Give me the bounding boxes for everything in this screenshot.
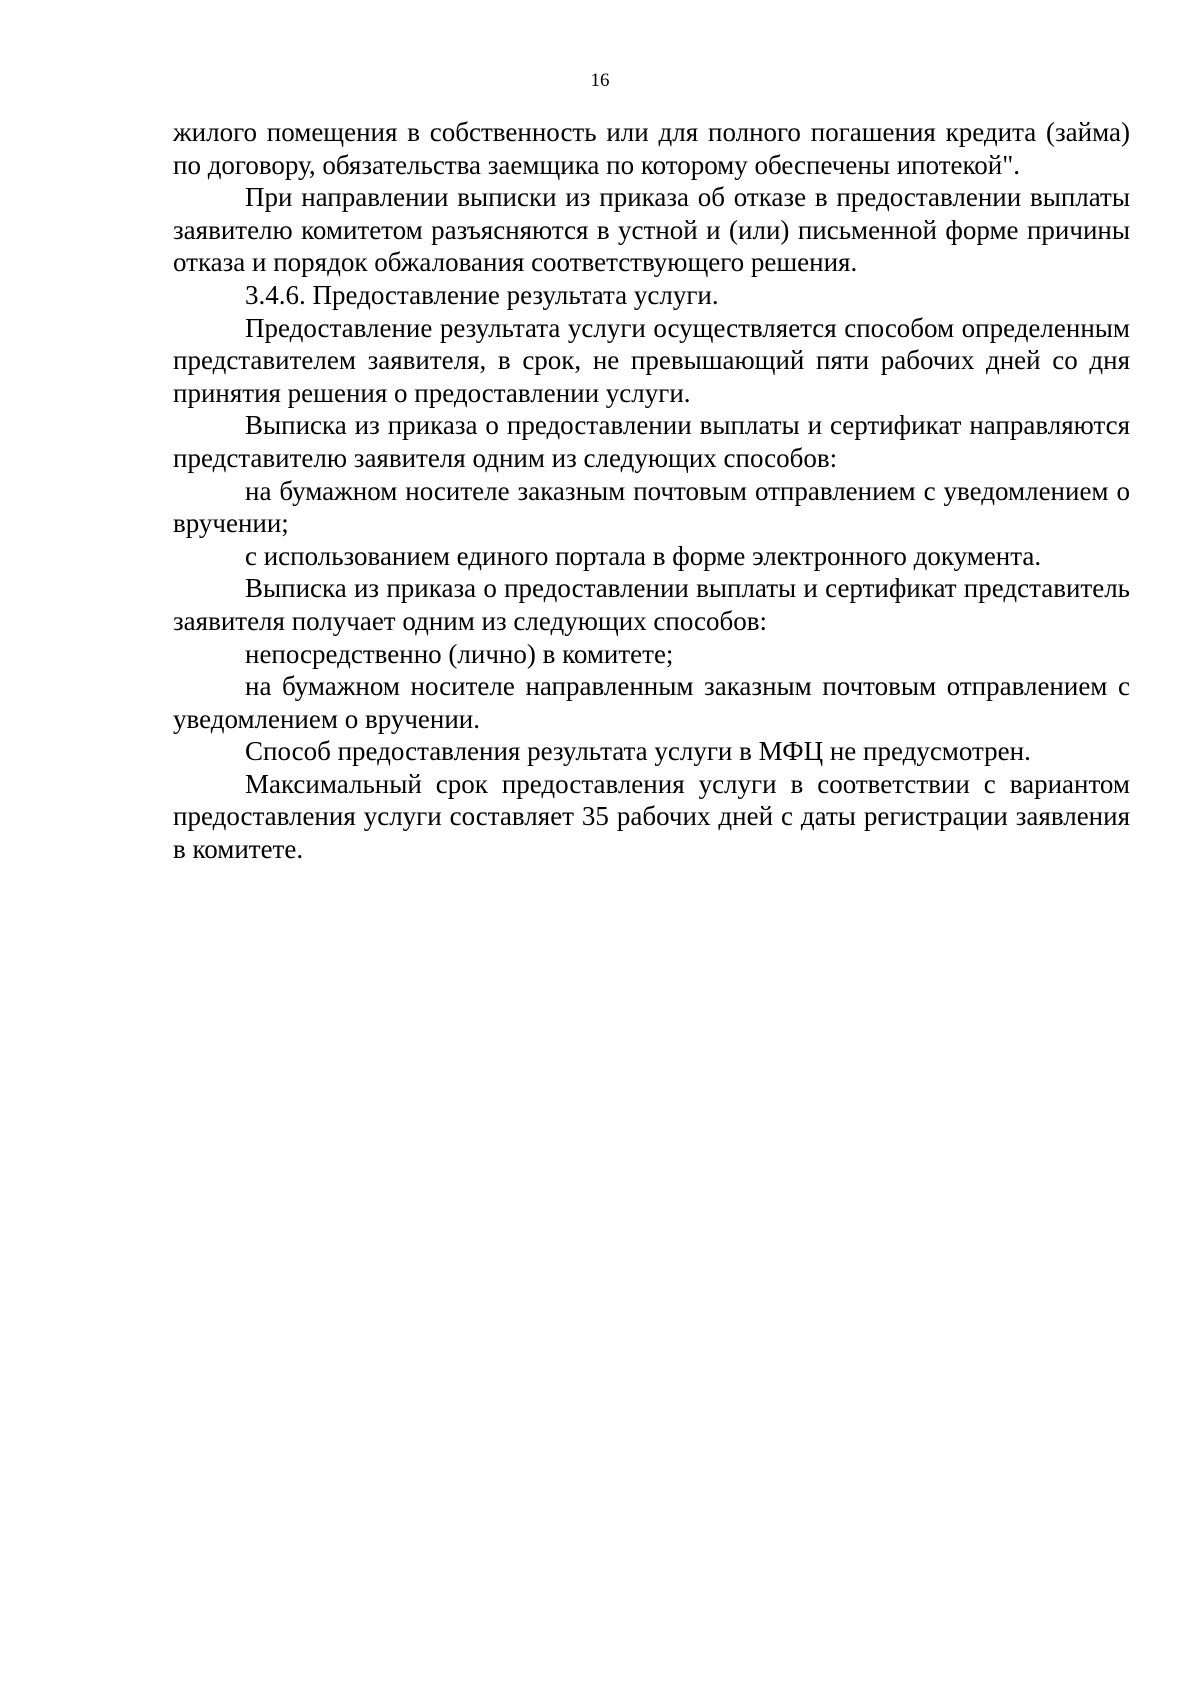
section-heading-3-4-6: 3.4.6. Предоставление результата услуги. xyxy=(245,279,719,310)
page-number: 16 xyxy=(590,70,610,91)
document-body xyxy=(173,116,1130,866)
paragraph-mfc-not-provided: Способ предоставления результата услуги в МФЦ не предусмотрен. xyxy=(245,736,1031,767)
paragraph-single-portal: с использованием единого портала в форме электронного документа. xyxy=(245,540,1042,571)
paragraph-paper-mail-received: на бумажном носителе направленным заказным почтовым отправлением с уведомлением о вручении. xyxy=(173,671,1130,734)
paragraph-refusal-explanation: При направлении выписки из приказа об отказе в предоставлении выплаты заявителю комитетом разъясняются в устной и (или) письменной форме причины отказа и порядок обжалования соответствующего решения. xyxy=(173,182,1130,278)
paragraph-in-person: непосредственно (лично) в комитете; xyxy=(245,638,674,669)
paragraph-continuation: жилого помещения в собственность или для полного погашения кредита (займа) по договору, обязательства заемщика по которому обеспечены ипотекой". xyxy=(173,117,1130,180)
paragraph-extract-sent: Выписка из приказа о предоставлении выплаты и сертификат направляются представителю заявителя одним из следующих способов: xyxy=(173,410,1130,473)
paragraph-maximum-term: Максимальный срок предоставления услуги в соответствии с вариантом предоставления услуги составляет 35 рабочих дней с даты регистрации заявления в комитете. xyxy=(173,768,1130,865)
paragraph-result-delivery: Предоставление результата услуги осуществляется способом определенным представителем заявителя, в срок, не превышающий пяти рабочих дней со дня принятия решения о предоставлении услуги. xyxy=(173,312,1130,408)
paragraph-paper-mail: на бумажном носителе заказным почтовым отправлением с уведомлением о вручении; xyxy=(173,475,1130,539)
paragraph-extract-received: Выписка из приказа о предоставлении выплаты и сертификат представитель заявителя получает одним из следующих способов: xyxy=(173,573,1130,636)
